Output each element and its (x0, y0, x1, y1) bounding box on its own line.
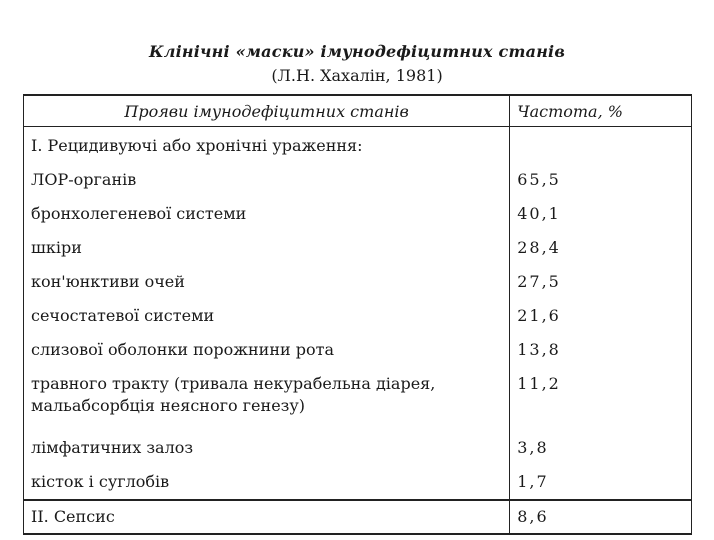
immunodeficiency-table (23, 94, 692, 535)
table-row (24, 333, 692, 367)
sepsis-value: 8,6 (510, 500, 692, 534)
table-row (24, 265, 692, 299)
section-title: І. Рецидивуючі або хронічні ураження: (24, 127, 510, 164)
header-frequency: Частота, % (510, 95, 692, 127)
row-label: кон'юнктиви очей (24, 265, 510, 299)
row-label: сечостатевої системи (24, 299, 510, 333)
header-manifestations: Прояви імунодефіцитних станів (24, 95, 510, 127)
row-label: ЛОР-органів (24, 163, 510, 197)
table-row (24, 299, 692, 333)
table-row (24, 465, 692, 500)
table-row (24, 197, 692, 231)
row-value: 3,8 (510, 431, 692, 465)
sepsis-row (24, 500, 692, 534)
row-label (24, 367, 510, 431)
row-value: 65,5 (510, 163, 692, 197)
table-title: Клінічні «маски» імунодефіцитних станів (148, 42, 566, 61)
row-label: шкіри (24, 231, 510, 265)
row-value: 11,2 (510, 367, 692, 431)
table-header-row (24, 95, 692, 127)
table-row (24, 431, 692, 465)
row-label-line1: травного тракту (тривала некурабельна діарея, (31, 374, 436, 393)
sepsis-label: ІІ. Сепсис (24, 500, 510, 534)
table-row (24, 367, 692, 431)
section-row (24, 127, 692, 164)
row-value: 13,8 (510, 333, 692, 367)
row-value: 21,6 (510, 299, 692, 333)
row-label: бронхолегеневої системи (24, 197, 510, 231)
row-value: 28,4 (510, 231, 692, 265)
row-label: слизової оболонки порожнини рота (24, 333, 510, 367)
table-subtitle: (Л.Н. Хахалін, 1981) (271, 66, 443, 85)
section-value-empty (510, 127, 692, 164)
row-value: 27,5 (510, 265, 692, 299)
table-row (24, 231, 692, 265)
row-value: 40,1 (510, 197, 692, 231)
row-label: лімфатичних залоз (24, 431, 510, 465)
table-row (24, 163, 692, 197)
row-value: 1,7 (510, 465, 692, 500)
row-label: кісток і суглобів (24, 465, 510, 500)
row-label-line2: мальабсорбція неясного генезу) (31, 396, 306, 415)
